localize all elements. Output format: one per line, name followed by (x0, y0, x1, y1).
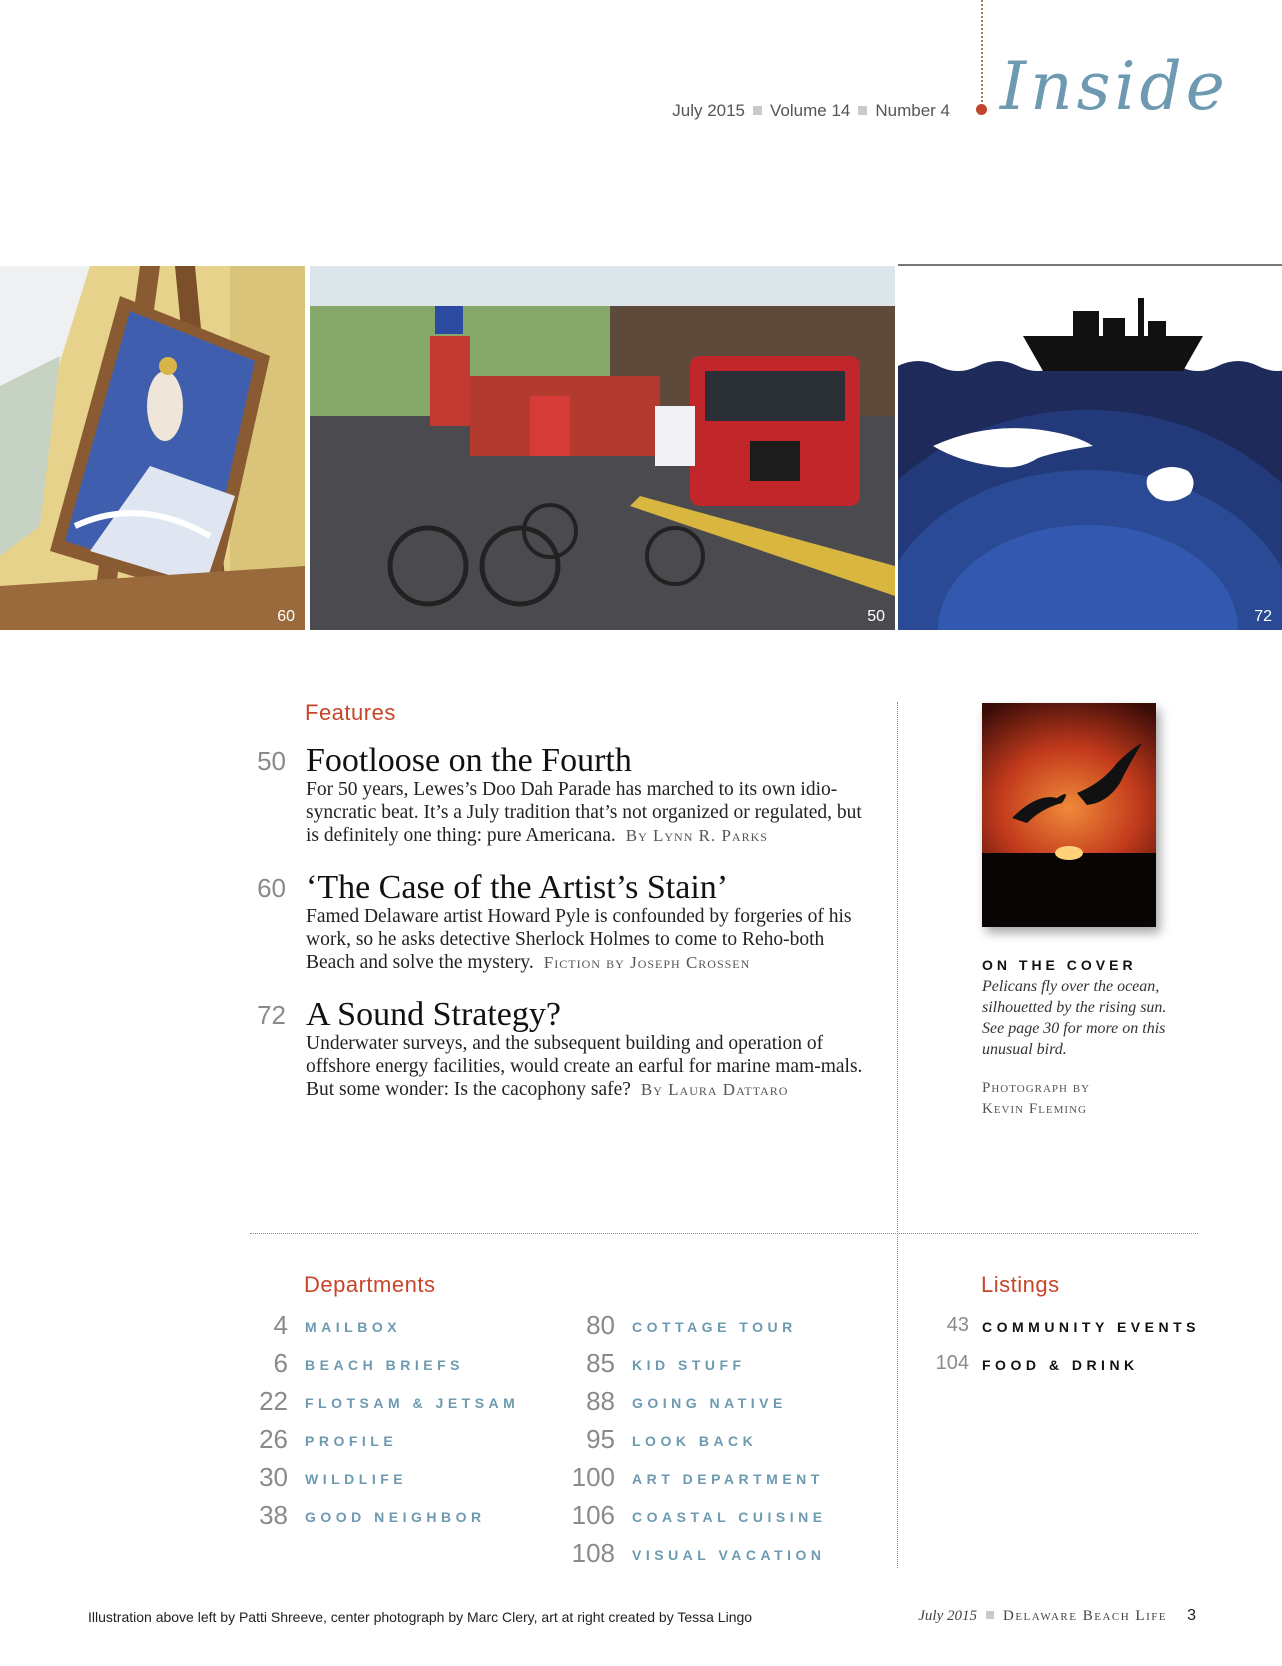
vertical-divider (897, 702, 898, 1568)
parade-photo[interactable] (310, 266, 895, 630)
department-page-number: 88 (586, 1386, 615, 1416)
department-page-number: 95 (586, 1424, 615, 1454)
department-label[interactable]: PROFILE (305, 1433, 398, 1449)
header-dotted-rule (981, 0, 983, 102)
easel-illustration[interactable] (0, 266, 305, 630)
cover-credit-name: Kevin Fleming (982, 1101, 1087, 1117)
department-page-number: 22 (259, 1386, 288, 1416)
department-label[interactable]: BEACH BRIEFS (305, 1357, 465, 1373)
listings-heading: Listings (981, 1272, 1060, 1297)
ocean-illustration[interactable] (898, 266, 1282, 630)
ocean-illustration-art (898, 266, 1282, 630)
feature-page-number: 60 (257, 873, 286, 903)
department-label[interactable]: GOING NATIVE (632, 1395, 787, 1411)
department-page-number: 85 (586, 1348, 615, 1378)
feature-desc-text: Famed Delaware artist Howard Pyle is confounded by forgeries of his work, so he asks detective Sherlock Holmes to come to Reho-both Beach and solve the mystery. (306, 906, 852, 973)
feature-title[interactable]: A Sound Strategy? (306, 996, 561, 1033)
feature-byline: By Lynn R. Parks (625, 826, 768, 845)
department-page-number: 80 (586, 1310, 615, 1340)
feature-byline: By Laura Dattaro (640, 1080, 789, 1099)
cover-heading: ON THE COVER (982, 957, 1137, 973)
issue-date: July 2015 (672, 101, 746, 120)
department-label[interactable]: FLOTSAM & JETSAM (305, 1395, 520, 1411)
department-label[interactable]: LOOK BACK (632, 1433, 758, 1449)
feature-description (306, 905, 866, 974)
feature-title[interactable]: Footloose on the Fourth (306, 742, 632, 779)
listing-label[interactable]: COMMUNITY EVENTS (982, 1319, 1200, 1335)
illustration-credit: Illustration above left by Patti Shreeve, center photograph by Marc Clery, art at right created by Tessa Lingo (88, 1609, 753, 1625)
departments-heading: Departments (304, 1272, 436, 1297)
department-label[interactable]: VISUAL VACATION (632, 1547, 826, 1563)
easel-illustration-art (0, 266, 305, 630)
issue-number: Number 4 (875, 101, 950, 120)
page-title: Inside (1000, 48, 1229, 125)
separator-square (986, 1611, 994, 1619)
feature-title[interactable]: ‘The Case of the Artist’s Stain’ (306, 869, 729, 906)
issue-line (672, 101, 950, 121)
feature-desc-text: For 50 years, Lewes’s Doo Dah Parade has marched to its own idio-syncratic beat. It’s a July tradition that’s not organized or regulated, but is definitely one thing: pure Americana. (306, 779, 862, 846)
listing-page-number: 104 (935, 1352, 969, 1374)
department-page-number: 100 (571, 1462, 615, 1492)
features-heading: Features (305, 700, 396, 725)
department-page-number: 38 (259, 1500, 288, 1530)
department-page-number: 4 (273, 1310, 288, 1340)
department-page-number: 26 (259, 1424, 288, 1454)
department-label[interactable]: MAILBOX (305, 1319, 402, 1335)
folio-page-number: 3 (1187, 1607, 1196, 1624)
cover-credit-line: Photograph by (982, 1080, 1091, 1096)
feature-description (306, 1032, 866, 1101)
cover-credit (982, 1078, 1182, 1120)
cover-pelicans-art (982, 703, 1156, 927)
department-label[interactable]: GOOD NEIGHBOR (305, 1509, 486, 1525)
department-label[interactable]: ART DEPARTMENT (632, 1471, 824, 1487)
issue-volume: Volume 14 (770, 101, 851, 120)
horizontal-divider (250, 1233, 1198, 1234)
folio-date: July 2015 (918, 1608, 977, 1624)
page-folio (918, 1607, 1196, 1625)
department-page-number: 106 (571, 1500, 615, 1530)
header-dot (976, 104, 987, 115)
department-page-number: 108 (571, 1538, 615, 1568)
feature-page-number: 72 (257, 1000, 286, 1030)
feature-desc-text: Underwater surveys, and the subsequent building and operation of offshore energy facilities, would create an earful for marine mam-mals. But some wonder: Is the cacophony safe? (306, 1033, 863, 1100)
department-page-number: 6 (273, 1348, 288, 1378)
department-label[interactable]: KID STUFF (632, 1357, 746, 1373)
separator-square (753, 106, 762, 115)
listing-page-number: 43 (946, 1314, 969, 1336)
cover-thumbnail[interactable] (982, 703, 1156, 927)
panel-page-number: 60 (277, 608, 295, 625)
panel-page-number: 50 (867, 608, 885, 625)
feature-description (306, 778, 866, 847)
feature-byline: Fiction by Joseph Crossen (543, 953, 751, 972)
separator-square (858, 106, 867, 115)
listing-label[interactable]: FOOD & DRINK (982, 1357, 1139, 1373)
department-label[interactable]: COASTAL CUISINE (632, 1509, 827, 1525)
panel-page-number: 72 (1254, 608, 1272, 625)
department-page-number: 30 (259, 1462, 288, 1492)
department-label[interactable]: WILDLIFE (305, 1471, 408, 1487)
parade-photo-art (310, 266, 895, 630)
feature-page-number: 50 (257, 746, 286, 776)
cover-description: Pelicans fly over the ocean, silhouetted by the rising sun. See page 30 for more on this unusual bird. (982, 978, 1167, 1058)
department-label[interactable]: COTTAGE TOUR (632, 1319, 797, 1335)
folio-magazine: Delaware Beach Life (1002, 1608, 1168, 1624)
